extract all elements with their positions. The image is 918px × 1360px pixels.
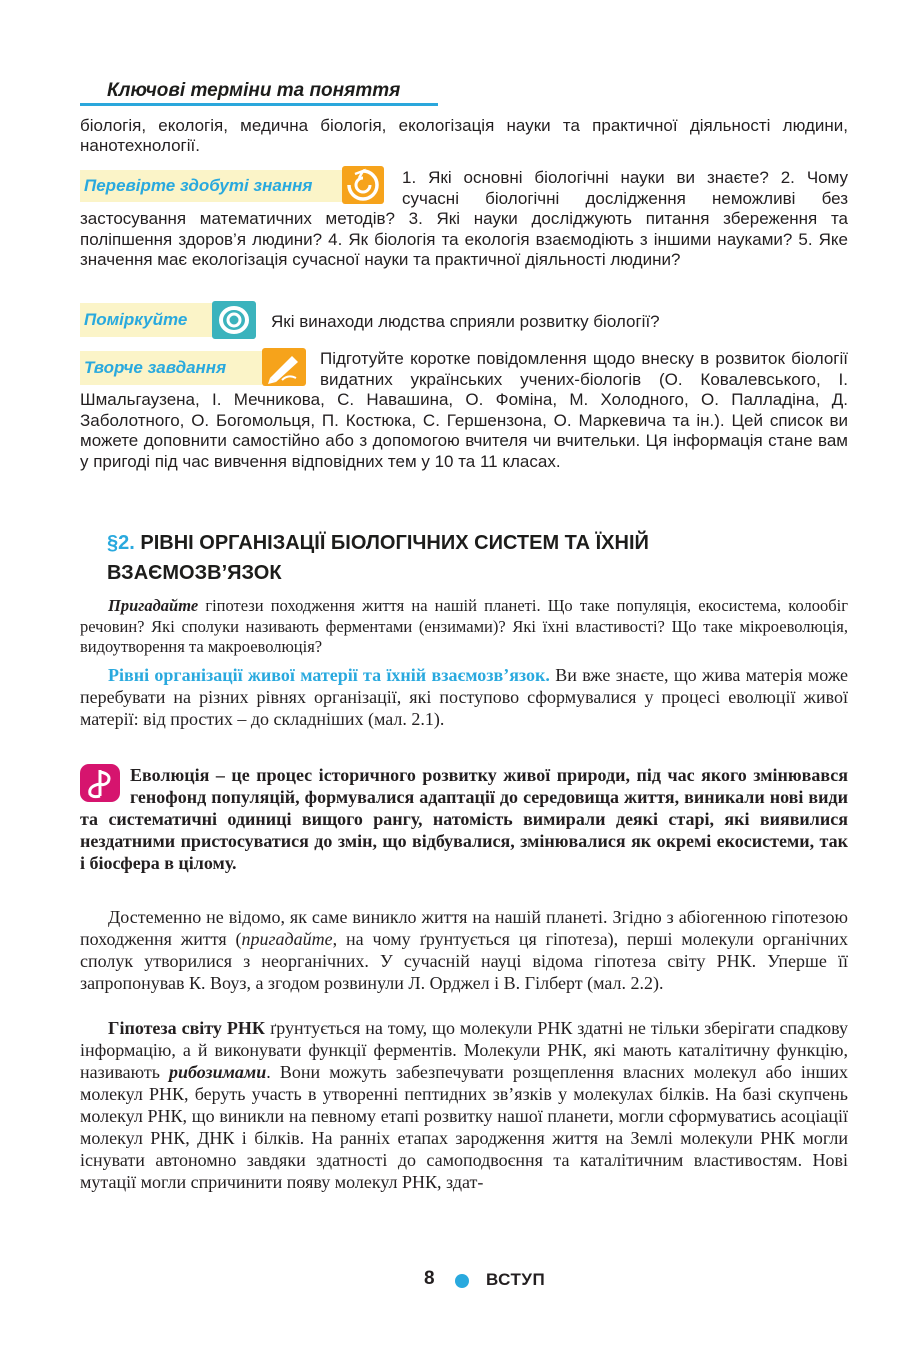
section-heading — [107, 528, 867, 588]
recall-text: гіпотези походження життя на нашій планеті. Що таке популяція, екосистема, колообіг речовин? Які сполуки називають ферментами (ензимами)? Які їхні властивості? Що таке мікроеволюція, видоутворення та макроеволюція? — [80, 596, 848, 656]
creative-task-body: Підготуйте коротке повідомлення щодо внеску в розвиток біології видатних українських учених-біологів (О. Ковалевського, І. Шмальгаузена, І. Мечникова, С. Навашина, О. Фоміна, М. Холодного, О. Палладіна, Д. Заболотного, О. Богомольця, П. Костюка, С. Гершензона, О. Маркевича та ін.). Цей список ви можете доповнити самостійно або з допомогою вчителя чи вчительки. Ця інформація стане вам у пригоді під час вивчення відповідних тем у 10 та 11 класах. — [80, 349, 848, 471]
levels-text: Ви вже знаєте, що жива матерія може перебувати на різних рівнях організації, які поступово сформувалися у процесі еволюції живої матерії: від простих – до складніших (мал. 2.1). — [80, 665, 849, 729]
origin-paragraph — [80, 906, 848, 994]
origin-text-1: Достеменно не відомо, як саме виникло життя на нашій планеті. Згідно з абіогенною гіпотезою походження життя ( — [80, 907, 848, 949]
recall-paragraph — [80, 596, 848, 658]
section-title-line2: ВЗАЄМОЗВ’ЯЗОК — [107, 562, 282, 584]
rna-lead: Гіпотеза світу РНК — [108, 1018, 265, 1038]
key-terms-underline — [80, 103, 438, 106]
key-terms-text: біологія, екологія, медична біологія, екологізація науки та практичної діяльності людини, нанотехнології. — [80, 116, 848, 155]
origin-italic: пригадайте — [241, 929, 333, 949]
creative-label: Творче завдання — [80, 351, 262, 385]
float-spacer — [80, 349, 320, 389]
origin-text-2: , на чому ґрунтується ця гіпотеза), перші молекули органічних сполук утворилися з неорганічних. У сучасній науці відома гіпотеза світу РНК. Уперше її запропонував К. Воуз, а згодом розвинули Л. Орджел і В. Гілберт (мал. 2.2). — [80, 929, 848, 993]
rna-paragraph — [80, 1017, 848, 1193]
creative-text — [80, 349, 848, 472]
footer-section: ВСТУП — [486, 1270, 546, 1289]
key-terms-title: Ключові терміни та поняття — [107, 80, 401, 101]
think-label: Поміркуйте — [80, 303, 212, 337]
check-knowledge-text — [80, 168, 848, 271]
float-spacer — [80, 168, 402, 208]
float-spacer — [80, 764, 130, 806]
think-icon — [212, 301, 256, 339]
rna-text-1: ґрунтується на тому, що молекули РНК здатні не тільки зберігати спадкову інформацію, а й виконувати функції ферментів. Молекули РНК, які мають каталітичну функцію, називають — [80, 1018, 849, 1082]
section-title-line1: РІВНІ ОРГАНІЗАЦІЇ БІОЛОГІЧНИХ СИСТЕМ ТА ЇХНІЙ — [140, 532, 649, 554]
page-number: 8 — [424, 1268, 435, 1289]
evolution-definition: Еволюція – це процес історичного розвитку живої природи, під час якого змінювався генофонд популяцій, формувалися адаптації до середовища життя, виникали нові види та систематичні одиниці вищого рангу, натомість вимирали деякі старі, які виявилися нездатними пристосуватися до змін, що відбувалися, змінювалися як окремі екосистеми, так і біосфера в цілому. — [80, 765, 848, 873]
rna-term: рибозимами — [169, 1062, 267, 1082]
levels-paragraph — [80, 664, 848, 730]
levels-lead: Рівні організації живої матерії та їхній взаємозв’язок. — [108, 665, 550, 685]
recall-lead: Пригадайте — [108, 596, 199, 615]
definition-text — [80, 764, 848, 874]
rna-text-2: . Вони можуть забезпечувати розщеплення власних молекул або інших молекул РНК, беруть участь в утворенні пептидних зв’язків у молекулах білків. На базі скупчень молекул РНК, що виникли на певному етапі розвитку нашої планети, могли сформуватись асоціації молекул РНК, ДНК і білків. На ранніх етапах зародження життя на Землі молекули РНК могли існувати автономно завдяки здатності до самоподвоєння та каталітичним властивостям. Нові мутації могли спричинити появу молекул РНК, здат- — [80, 1062, 848, 1192]
footer-dot — [455, 1274, 469, 1288]
section-number: §2. — [107, 532, 135, 554]
think-text: Які винаходи людства сприяли розвитку біології? — [271, 312, 660, 331]
check-knowledge-label: Перевірте здобуті знання — [80, 170, 342, 202]
check-knowledge-questions: 1. Які основні біологічні науки ви знаєте? 2. Чому сучасні біологічні дослідження неможливі без застосування математичних методів? 3. Які науки досліджують питання збереження та поліпшення здоров’я людини? 4. Як біологія та екологія взаємодіють з іншими науками? 5. Яке значення має екологізація сучасної науки та практичної діяльності людини? — [80, 168, 848, 269]
